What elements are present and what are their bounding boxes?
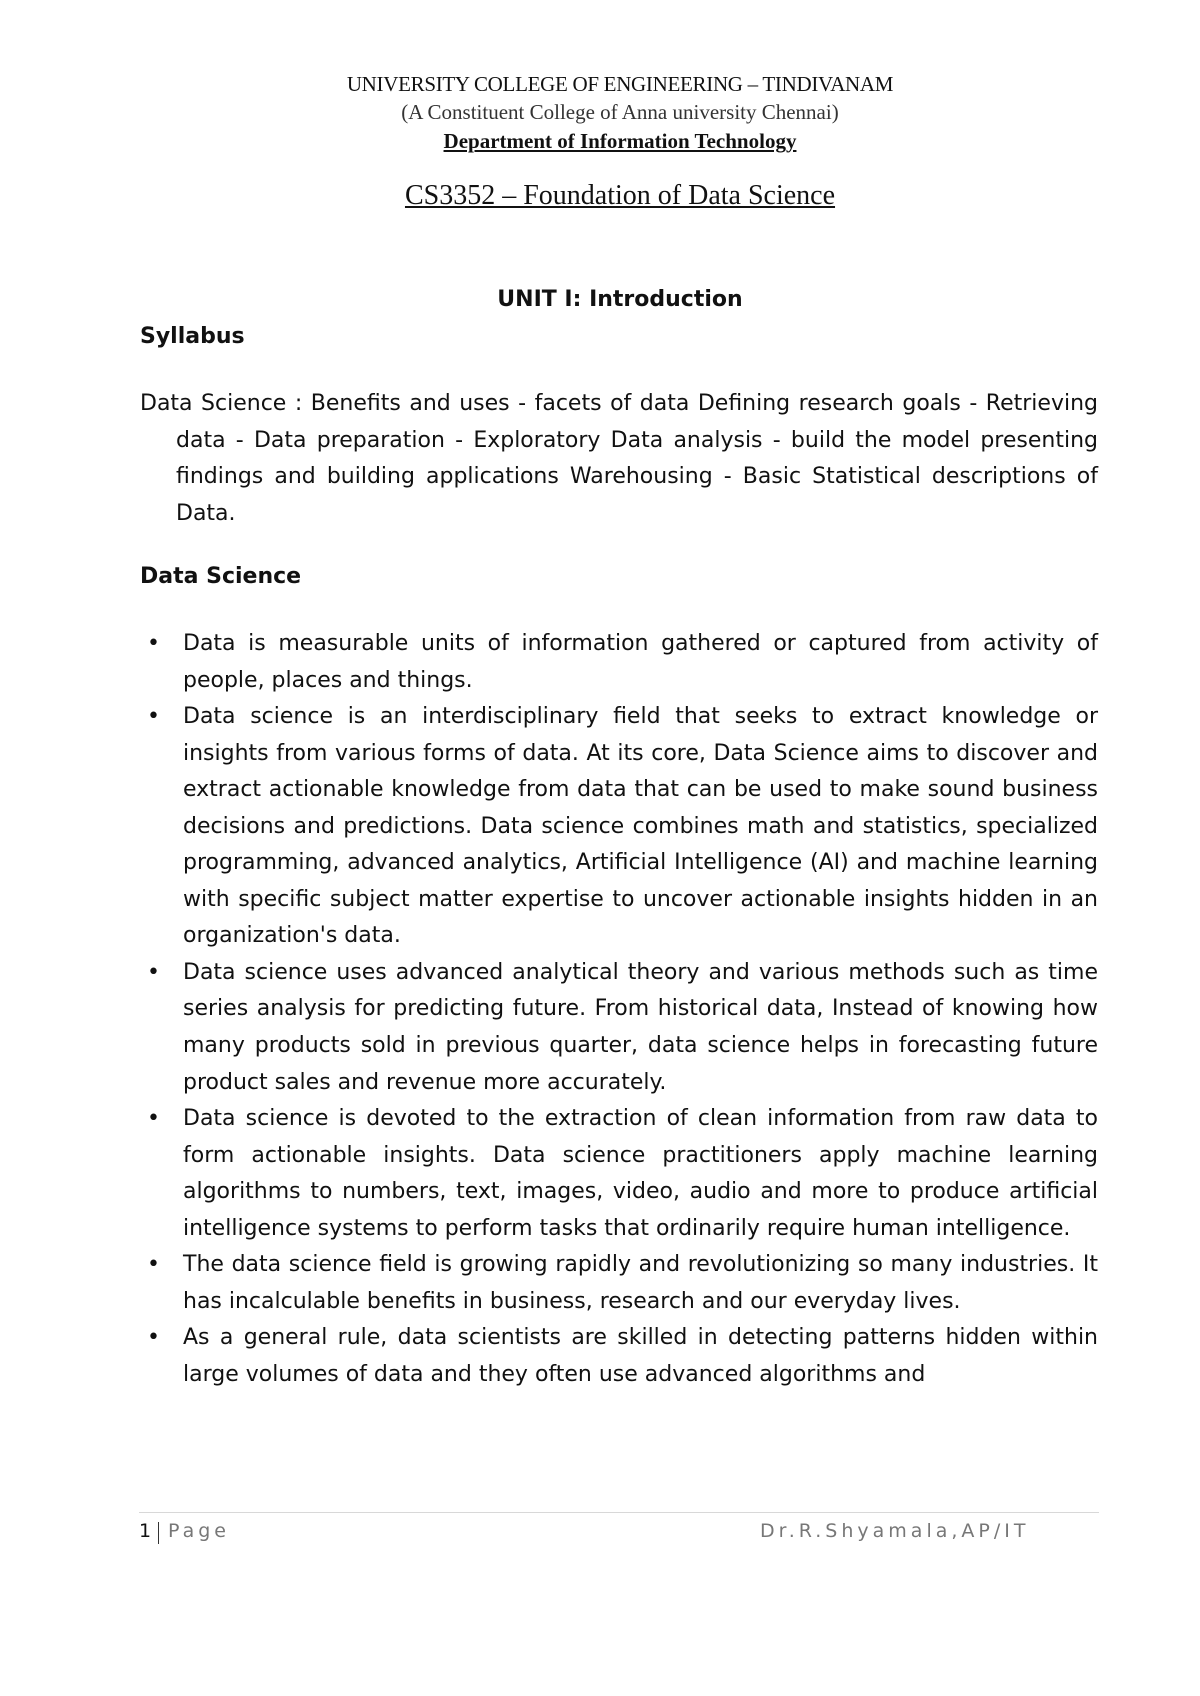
footer-author: Dr.R.Shyamala,AP/IT <box>760 1520 1030 1542</box>
syllabus-heading: Syllabus <box>140 324 245 349</box>
bullet-icon: • <box>147 959 160 985</box>
bullet-icon: • <box>147 1252 160 1278</box>
bullet-icon: • <box>147 704 160 730</box>
data-science-bullet-list <box>140 626 1098 1393</box>
page-label: Page <box>168 1520 230 1542</box>
bullet-text: Data science uses advanced analytical theory and various methods such as time series analysis for predicting future. From historical data, Instead of knowing how many products sold in previous quarter, data science helps in forecasting future product sales and revenue more accurately. <box>183 959 1098 1095</box>
bullet-text: Data science is an interdisciplinary field that seeks to extract knowledge or insights from various forms of data. At its core, Data Science aims to discover and extract actionable knowledge from data that can be used to make sound business decisions and predictions. Data science combines math and statistics, specialized programming, advanced analytics, Artificial Intelligence (AI) and machine learning with specific subject matter expertise to uncover actionable insights hidden in an organization's data. <box>183 704 1098 949</box>
data-science-heading: Data Science <box>140 564 302 589</box>
list-item <box>140 1101 1098 1247</box>
list-item <box>140 699 1098 955</box>
affiliation: (A Constituent College of Anna university Chennai) <box>401 100 839 124</box>
bullet-text: Data science is devoted to the extraction of clean information from raw data to form actionable insights. Data science practitioners apply machine learning algorithms to numbers, text, images, video, audio and more to produce artificial intelligence systems to perform tasks that ordinarily require human intelligence. <box>183 1106 1098 1241</box>
list-item <box>140 1247 1098 1320</box>
course-title: CS3352 – Foundation of Data Science <box>404 180 836 211</box>
list-item <box>140 955 1098 1101</box>
department-name: Department of Information Technology <box>443 129 797 153</box>
bullet-icon: • <box>147 1325 160 1351</box>
bullet-icon: • <box>147 631 160 656</box>
list-item <box>140 1320 1098 1393</box>
unit-title: UNIT I: Introduction <box>497 287 743 312</box>
bullet-text: Data is measurable units of information gathered or captured from activity of people, places and things. <box>183 631 1098 693</box>
syllabus-text: Data Science : Benefits and uses - facets of data Defining research goals - Retrieving data - Data preparation - Exploratory Data analysis - build the model presenting findings and building applications Warehousing - Basic Statistical descriptions of Data. <box>140 391 1098 526</box>
institution-name: UNIVERSITY COLLEGE OF ENGINEERING – TINDIVANAM <box>346 72 894 96</box>
footer-divider <box>139 1512 1099 1513</box>
bullet-icon: • <box>147 1106 160 1132</box>
footer-separator <box>158 1522 159 1544</box>
bullet-text: As a general rule, data scientists are skilled in detecting patterns hidden within large volumes of data and they often use advanced algorithms and <box>183 1325 1098 1387</box>
list-item <box>140 626 1098 699</box>
bullet-text: The data science field is growing rapidly and revolutionizing so many industries. It has incalculable benefits in business, research and our everyday lives. <box>183 1252 1098 1314</box>
page-number: 1 <box>139 1520 152 1542</box>
